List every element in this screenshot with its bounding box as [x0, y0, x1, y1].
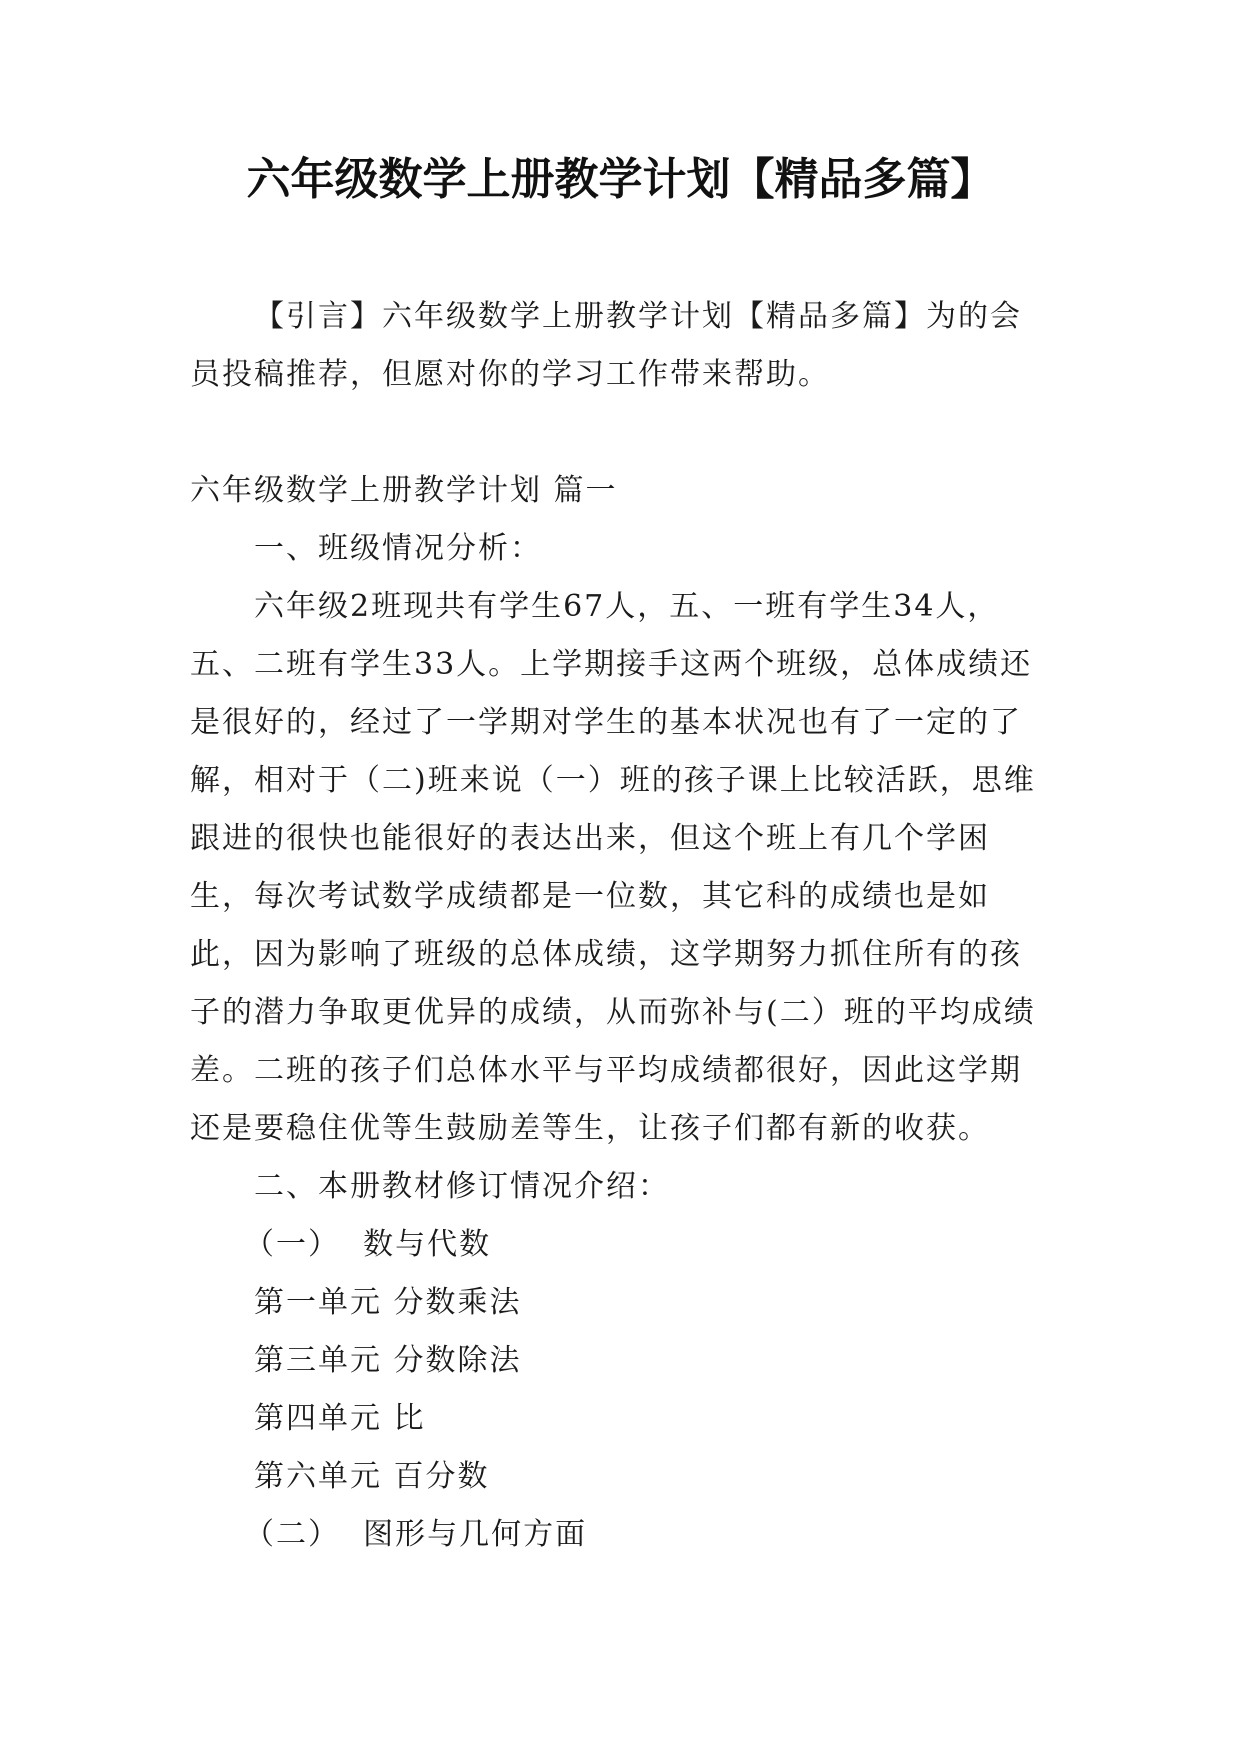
subheading-textbook-revision: 二、本册教材修订情况介绍： [254, 1169, 670, 1204]
class-analysis-paragraph: 六年级2班现共有学生67人，五、一班有学生34人，五、二班有学生33人。上学期接手这两个班级，总体成绩还是很好的，经过了一学期对学生的基本状况也有了一定的了解，相对于（二)班来说（一）班的孩子课上比较活跃，思维跟进的很快也能很好的表达出来，但这个班上有几个学困生，每次考试数学成绩都是一位数，其它科的成绩也是如此，因为影响了班级的总体成绩，这学期努力抓住所有的孩子的潜力争取更优异的成绩，从而弥补与(二）班的平均成绩差。二班的孩子们总体水平与平均成绩都很好，因此这学期还是要稳住优等生鼓励差等生，让孩子们都有新的收获。 [190, 589, 1036, 1146]
document-body [190, 288, 1052, 1564]
list-item: （二） 图形与几何方面 [244, 1517, 588, 1552]
list-item: 第四单元 比 [254, 1401, 426, 1436]
section-heading: 六年级数学上册教学计划 篇一 [190, 473, 618, 508]
document-title: 六年级数学上册教学计划【精品多篇】 [246, 154, 995, 205]
list-item: 第六单元 百分数 [254, 1459, 490, 1494]
list-item: 第一单元 分数乘法 [254, 1285, 522, 1320]
subheading-class-analysis: 一、班级情况分析： [254, 531, 542, 566]
list-item: （一） 数与代数 [244, 1227, 492, 1262]
list-item: 第三单元 分数除法 [254, 1343, 522, 1378]
intro-paragraph: 【引言】六年级数学上册教学计划【精品多篇】为的会员投稿推荐，但愿对你的学习工作带来帮助。 [190, 299, 1022, 392]
spacer [190, 404, 1052, 462]
